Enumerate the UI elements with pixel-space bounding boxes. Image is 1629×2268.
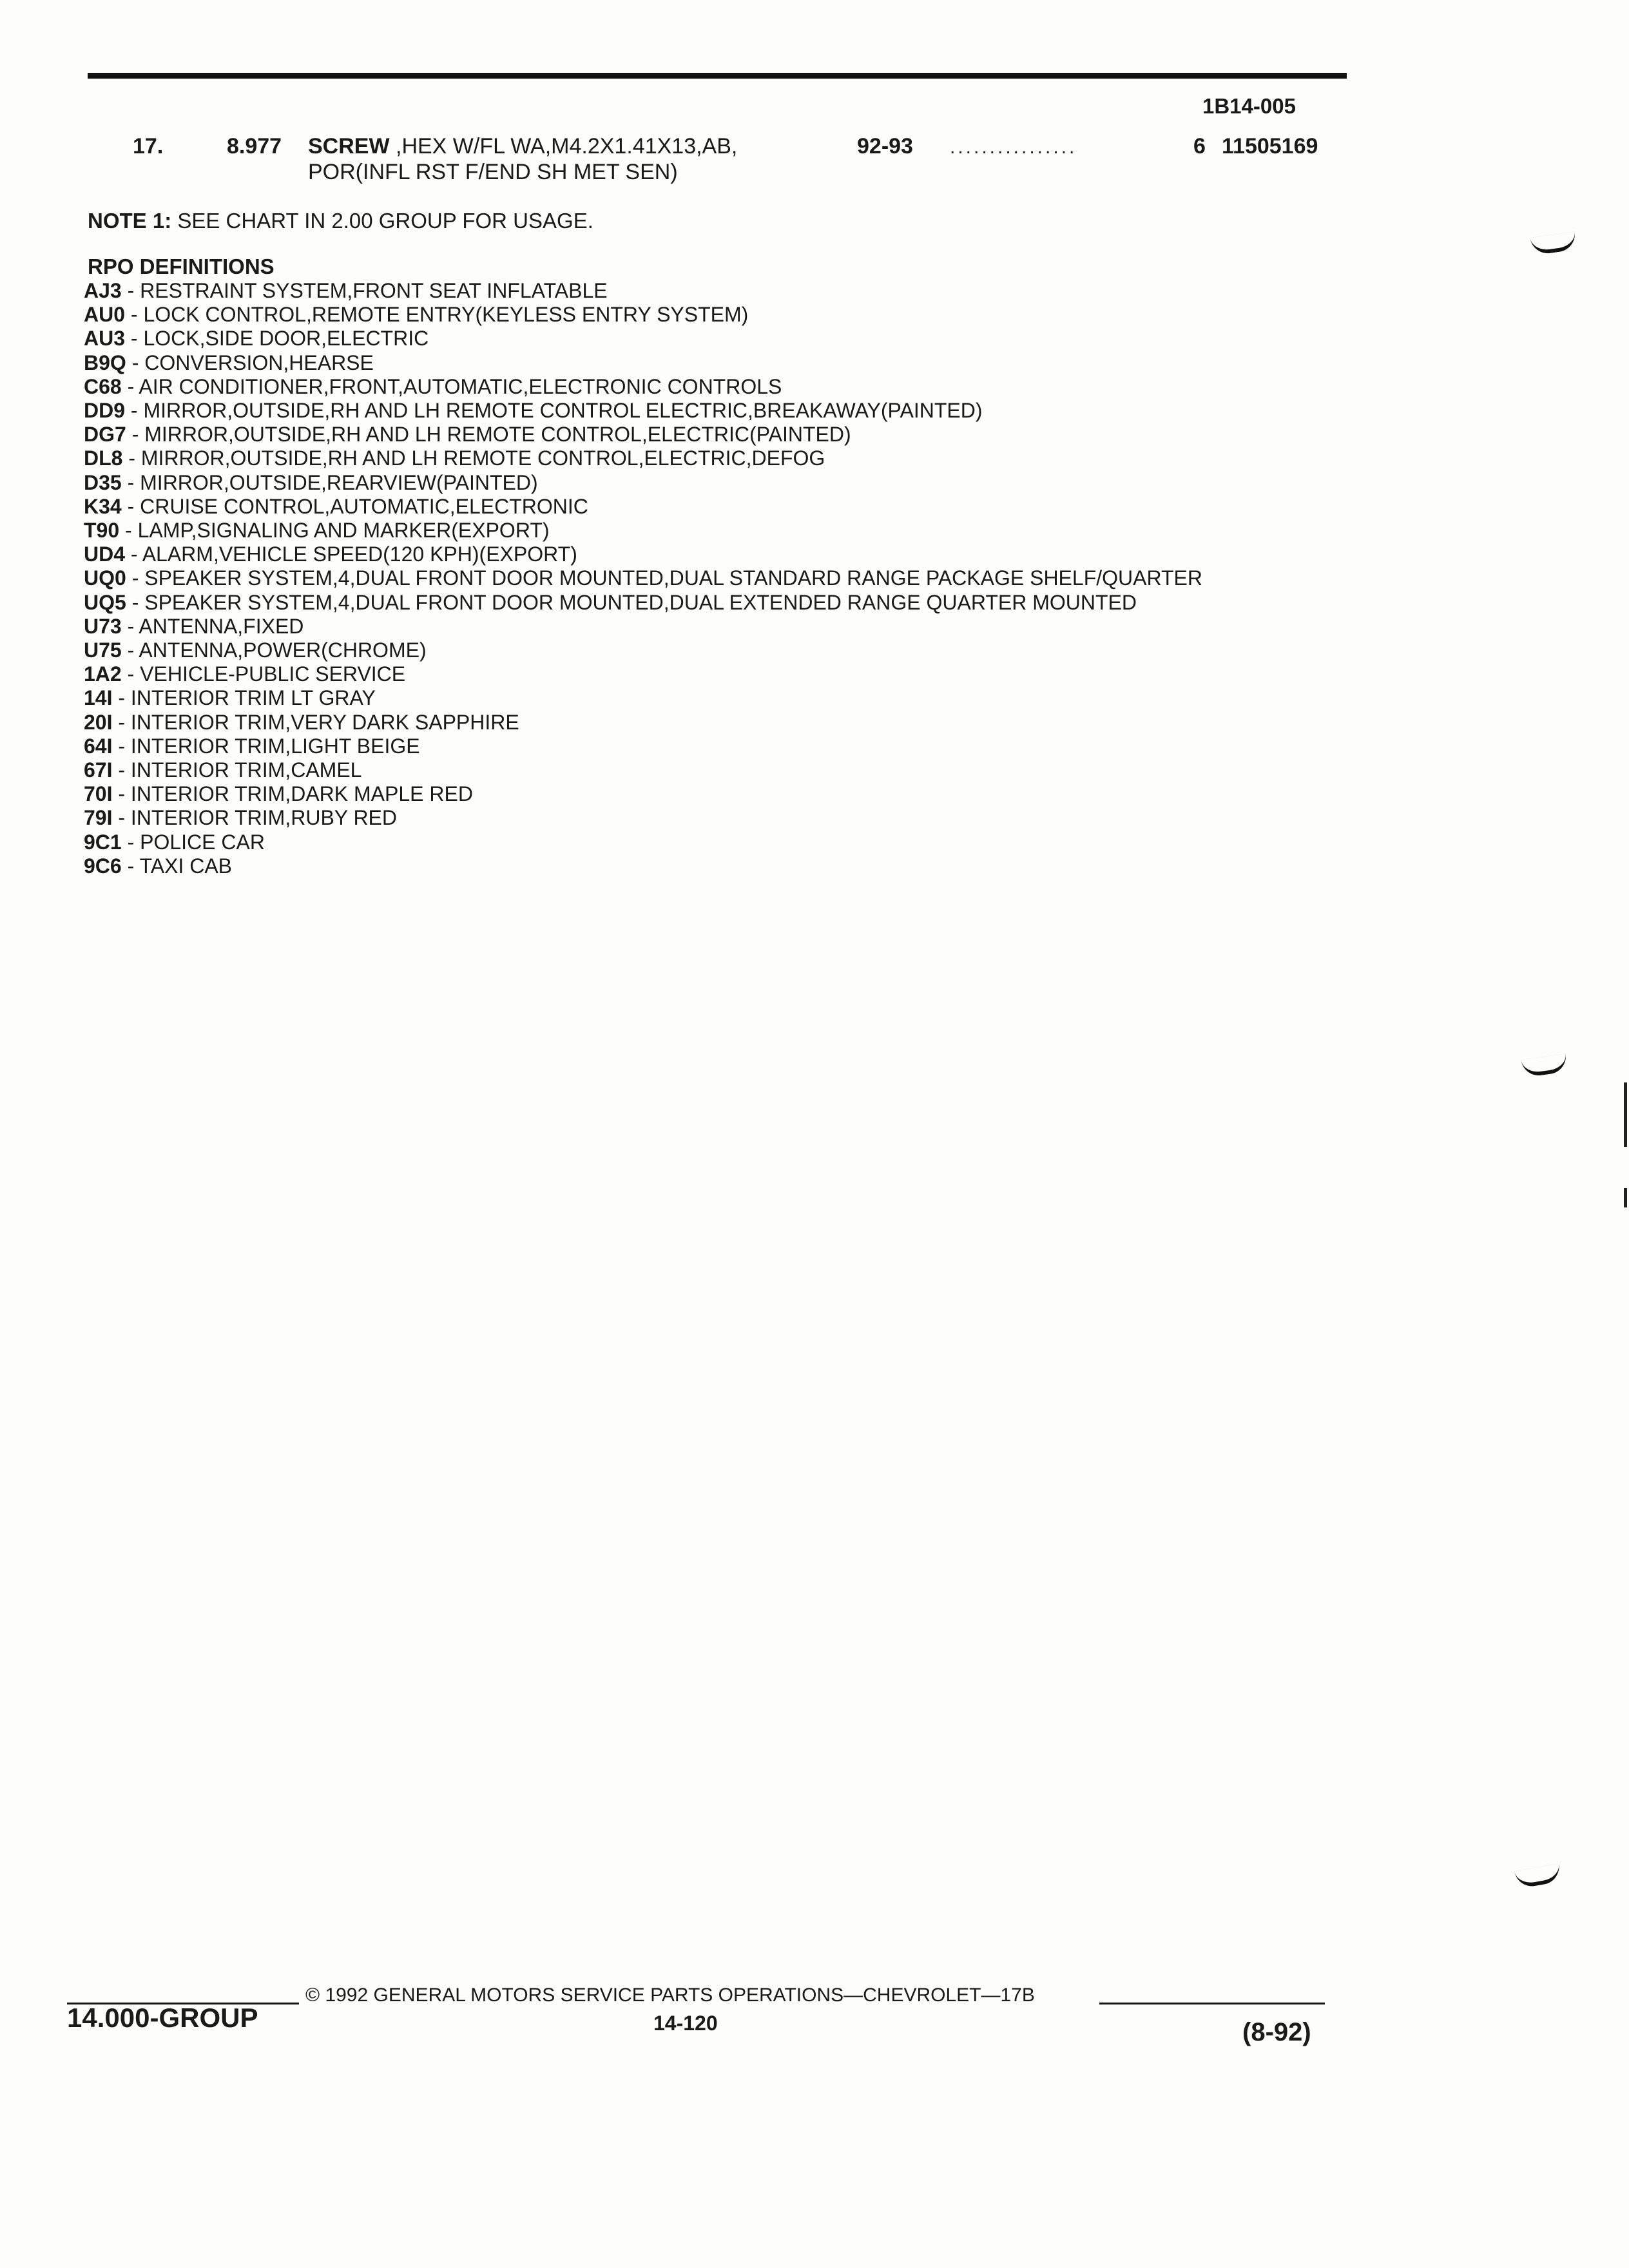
list-item <box>84 543 1202 566</box>
item-desc-text: ,HEX W/FL WA,M4.2X1.41X13,AB, <box>389 134 738 159</box>
rpo-code: C68 <box>84 374 122 398</box>
rpo-code: 67I <box>84 758 113 782</box>
rpo-text: - MIRROR,OUTSIDE,RH AND LH REMOTE CONTROL,ELECTRIC,DEFOG <box>122 447 825 470</box>
rpo-code: UQ5 <box>84 590 126 614</box>
rpo-text: - CONVERSION,HEARSE <box>126 351 374 374</box>
list-item <box>84 782 1202 806</box>
list-item <box>84 447 1202 470</box>
rpo-code: 14I <box>84 686 113 710</box>
note-text: SEE CHART IN 2.00 GROUP FOR USAGE. <box>177 209 593 233</box>
scan-edge-mark <box>1624 1082 1627 1147</box>
list-item <box>84 423 1202 447</box>
rpo-text: - TAXI CAB <box>121 854 232 878</box>
item-description-line2: POR(INFL RST F/END SH MET SEN) <box>308 160 678 184</box>
list-item <box>84 591 1202 615</box>
rpo-code: 70I <box>84 782 113 806</box>
rpo-text: - LAMP,SIGNALING AND MARKER(EXPORT) <box>119 519 550 543</box>
footer-page-number: 14-120 <box>653 2012 718 2035</box>
list-item <box>84 615 1202 639</box>
item-years: 92-93 <box>857 134 913 159</box>
rpo-text: - LOCK,SIDE DOOR,ELECTRIC <box>125 327 429 351</box>
top-rule <box>88 73 1347 79</box>
rpo-text: - INTERIOR TRIM,VERY DARK SAPPHIRE <box>112 710 519 734</box>
rpo-code: 1A2 <box>84 662 122 686</box>
rpo-text: - INTERIOR TRIM,DARK MAPLE RED <box>112 782 473 806</box>
binder-mark <box>1530 231 1577 255</box>
rpo-text: - INTERIOR TRIM,CAMEL <box>112 758 362 782</box>
rpo-code: AJ3 <box>84 279 122 302</box>
list-item <box>84 662 1202 686</box>
rpo-text: - MIRROR,OUTSIDE,RH AND LH REMOTE CONTROL,ELECTRIC(PAINTED) <box>126 423 851 447</box>
rpo-code: T90 <box>84 519 120 543</box>
rpo-text: - AIR CONDITIONER,FRONT,AUTOMATIC,ELECTRONIC CONTROLS <box>121 374 782 398</box>
rpo-text: - POLICE CAR <box>121 830 265 854</box>
item-quantity: 6 <box>1193 134 1206 159</box>
list-item <box>84 519 1202 543</box>
item-name: SCREW <box>308 134 390 159</box>
rpo-text: - ANTENNA,POWER(CHROME) <box>121 639 427 662</box>
list-item <box>84 735 1202 758</box>
list-item <box>84 831 1202 854</box>
rpo-code: U75 <box>84 639 122 662</box>
item-description-line1 <box>308 134 737 159</box>
rpo-code: UD4 <box>84 543 126 566</box>
list-item <box>84 566 1202 590</box>
rpo-text: - SPEAKER SYSTEM,4,DUAL FRONT DOOR MOUNTED,DUAL EXTENDED RANGE QUARTER MOUNTED <box>126 590 1137 614</box>
rpo-code: 79I <box>84 806 113 830</box>
rpo-code: DD9 <box>84 399 126 423</box>
rpo-code: AU3 <box>84 327 126 351</box>
rpo-code: B9Q <box>84 351 126 374</box>
note-label: NOTE 1: <box>88 209 172 233</box>
section-code: 1B14-005 <box>1202 94 1296 118</box>
list-item <box>84 303 1202 327</box>
list-item <box>84 686 1202 710</box>
rpo-text: - ANTENNA,FIXED <box>121 614 304 638</box>
rpo-text: - RESTRAINT SYSTEM,FRONT SEAT INFLATABLE <box>121 279 608 302</box>
list-item <box>84 639 1202 662</box>
footer-copyright: © 1992 GENERAL MOTORS SERVICE PARTS OPERATIONS—CHEVROLET—17B <box>305 1984 1035 2006</box>
rpo-code: D35 <box>84 470 122 494</box>
rpo-code: 9C1 <box>84 830 122 854</box>
item-ref: 8.977 <box>227 134 282 159</box>
rpo-code: K34 <box>84 494 122 518</box>
item-number: 17. <box>133 134 164 159</box>
rpo-code: 20I <box>84 710 113 734</box>
binder-mark <box>1521 1053 1568 1077</box>
rpo-text: - LOCK CONTROL,REMOTE ENTRY(KEYLESS ENTRY SYSTEM) <box>125 303 749 327</box>
rpo-code: 9C6 <box>84 854 122 878</box>
rpo-text: - MIRROR,OUTSIDE,REARVIEW(PAINTED) <box>121 470 538 494</box>
footer-date: (8-92) <box>1242 2018 1311 2046</box>
rpo-code: DG7 <box>84 423 126 447</box>
list-item <box>84 327 1202 351</box>
rpo-text: - MIRROR,OUTSIDE,RH AND LH REMOTE CONTROL ELECTRIC,BREAKAWAY(PAINTED) <box>125 399 983 423</box>
list-item <box>84 351 1202 375</box>
list-item <box>84 399 1202 423</box>
list-item <box>84 854 1202 878</box>
rpo-text: - INTERIOR TRIM,RUBY RED <box>112 806 397 830</box>
list-item <box>84 279 1202 303</box>
list-item <box>84 758 1202 782</box>
rpo-code: U73 <box>84 614 122 638</box>
rpo-text: - SPEAKER SYSTEM,4,DUAL FRONT DOOR MOUNTED,DUAL STANDARD RANGE PACKAGE SHELF/QUARTER <box>126 566 1202 590</box>
footer-group: 14.000-GROUP <box>67 2003 258 2033</box>
list-item <box>84 711 1202 735</box>
rpo-text: - CRUISE CONTROL,AUTOMATIC,ELECTRONIC <box>121 494 588 518</box>
rpo-code: 64I <box>84 734 113 758</box>
rpo-text: - INTERIOR TRIM LT GRAY <box>112 686 376 710</box>
scan-edge-mark <box>1624 1188 1627 1207</box>
list-item <box>84 495 1202 519</box>
list-item <box>84 806 1202 830</box>
rpo-code: DL8 <box>84 447 123 470</box>
rpo-text: - ALARM,VEHICLE SPEED(120 KPH)(EXPORT) <box>125 543 577 566</box>
item-leader-dots: ................ <box>950 137 1077 158</box>
list-item <box>84 375 1202 399</box>
rpo-code: AU0 <box>84 303 126 327</box>
rpo-code: UQ0 <box>84 566 126 590</box>
list-item <box>84 471 1202 495</box>
usage-note <box>88 209 593 233</box>
rpo-text: - VEHICLE-PUBLIC SERVICE <box>121 662 406 686</box>
binder-mark <box>1514 1863 1562 1889</box>
item-part-number: 11505169 <box>1222 134 1318 159</box>
rpo-heading: RPO DEFINITIONS <box>88 255 275 278</box>
footer-rule-right <box>1099 2003 1325 2004</box>
rpo-text: - INTERIOR TRIM,LIGHT BEIGE <box>112 734 420 758</box>
rpo-definitions-list <box>84 279 1202 878</box>
